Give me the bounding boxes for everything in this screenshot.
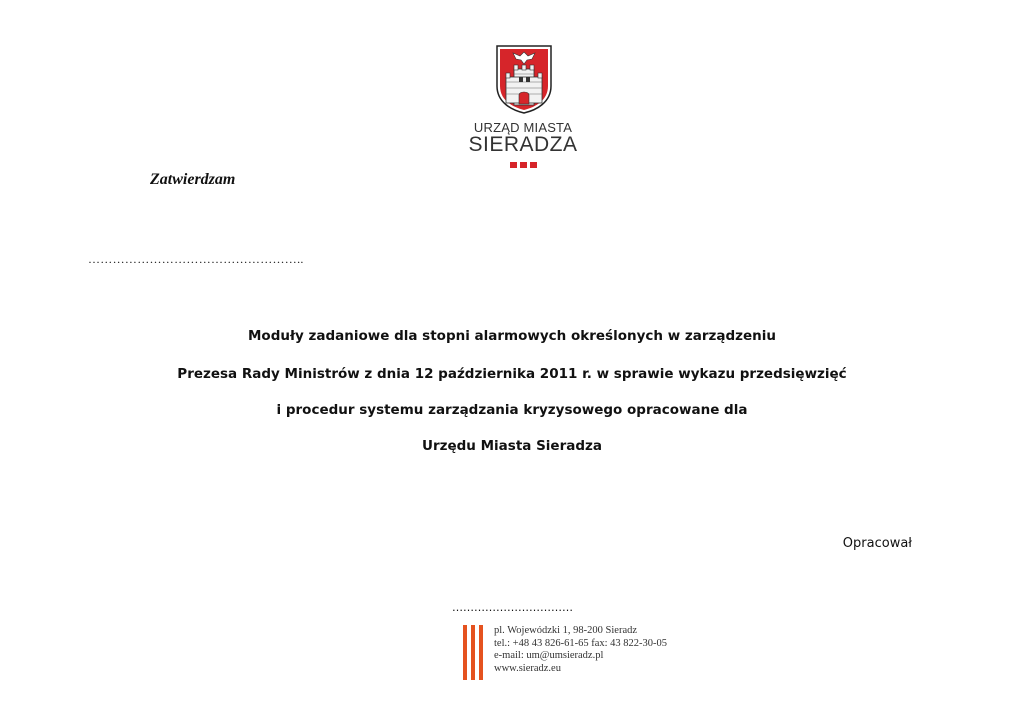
footer-address: pl. Wojewódzki 1, 98-200 Sieradz — [494, 625, 638, 636]
document-title-line-2: Prezesa Rady Ministrów z dnia 12 października 2011 r. w sprawie wykazu przedsięwzięć — [177, 366, 847, 382]
document-title-line-4: Urzędu Miasta Sieradza — [422, 438, 602, 454]
footer-bars-icon — [463, 625, 487, 680]
footer-email: e-mail: um@umsieradz.pl — [494, 650, 604, 661]
brand-squares — [510, 162, 537, 168]
prepared-by-signature-line: …………………………… — [452, 601, 573, 614]
approval-signature-line: …………………………………………….. — [88, 252, 304, 266]
footer-contact — [494, 625, 667, 675]
footer-website: www.sieradz.eu — [494, 662, 561, 674]
prepared-by-label: Opracował — [842, 536, 912, 551]
document-title-line-3: i procedur systemu zarządzania kryzysowego opracowane dla — [276, 402, 748, 418]
office-name-line2: SIERADZA — [468, 133, 578, 156]
footer-phone: tel.: +48 43 826-61-65 fax: 43 822-30-05 — [494, 637, 668, 649]
coat-of-arms-icon — [495, 44, 553, 114]
approval-label: Zatwierdzam — [150, 171, 236, 188]
office-name-line1: URZĄD MIASTA — [473, 120, 573, 135]
document-title-line-1: Moduły zadaniowe dla stopni alarmowych określonych w zarządzeniu — [248, 328, 776, 344]
